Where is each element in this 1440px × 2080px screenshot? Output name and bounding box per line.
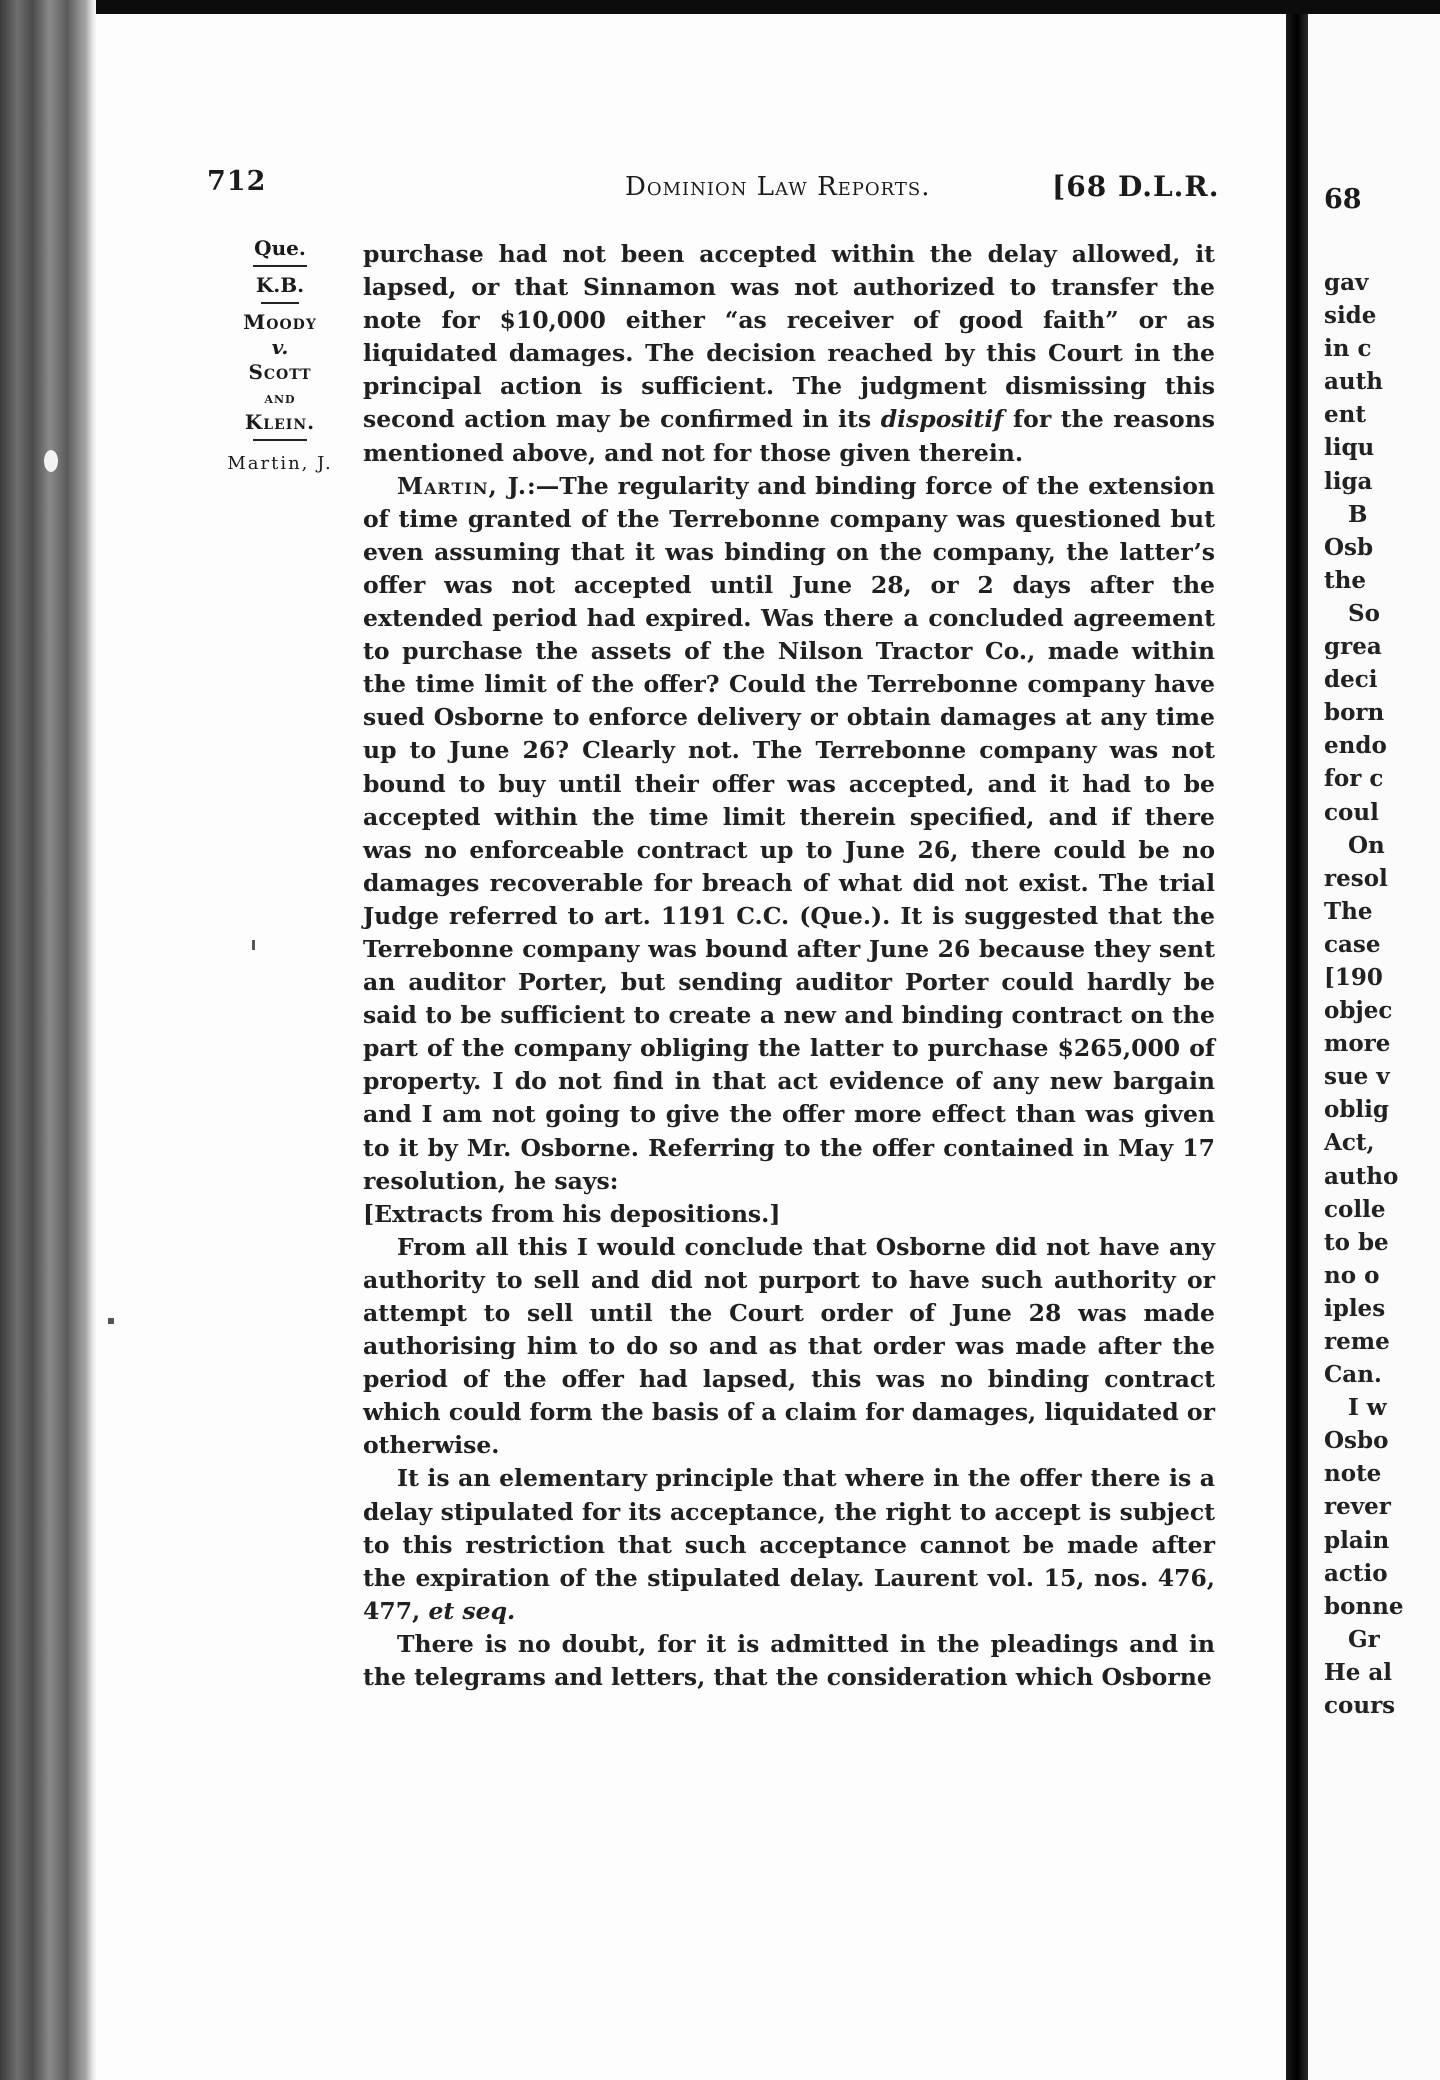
right-page-line: Gr [1348,1625,1380,1653]
right-page-line: grea [1324,633,1382,661]
paragraph-1 [363,238,1215,470]
right-page-line: B [1348,500,1368,528]
right-page-line: plain [1324,1526,1390,1554]
right-page-line: reme [1324,1328,1390,1355]
right-page-line: colle [1324,1195,1386,1223]
right-page-line: for c [1324,765,1384,793]
right-page-line: actio [1324,1559,1388,1587]
page-gutter [1286,14,1308,2080]
right-page-line: [190 [1324,963,1383,991]
right-page-line: case [1324,930,1381,958]
margin-rule [253,265,307,267]
right-page-line: auth [1324,368,1383,396]
volume-citation: [68 D.L.R. [1052,170,1220,203]
right-page-line: Act, [1324,1129,1375,1157]
paragraph-4-text: It is an elementary principle that where in the offer there is a delay stipulated for its acceptance, the right to accept is subject to this restriction that such acceptance cannot be made after the expiration of the stipulated delay. Laurent vol. 15, nos. 476, 477, [363,1464,1215,1625]
paragraph-1-text: purchase had not been accepted within the delay allowed, it lapsed, or that Sinnamon was not authorized to transfer the note for $10,000 either “as receiver of good faith” or as liquidated damages. The decision reached by this Court in the principal action is sufficient. The judgment dismissing this second action may be confirmed in its [363,240,1215,434]
right-page-line: So [1348,599,1380,627]
margin-judge: Martin, J. [227,453,333,474]
right-page-line: liga [1324,467,1373,495]
right-page-line: cours [1324,1692,1396,1720]
right-page-line: note [1324,1460,1382,1488]
margin-notes [220,236,340,476]
right-page-line: endo [1324,732,1387,760]
right-page-line: more [1324,1030,1391,1058]
margin-province: Que. [254,236,306,260]
running-title: Dominion Law Reports. [625,172,931,202]
right-page-line: to be [1324,1228,1389,1256]
right-page-line: oblig [1324,1096,1389,1124]
right-page-line: Osb [1324,533,1374,561]
margin-rule [253,439,307,441]
right-page-line: resol [1324,864,1388,892]
right-page-line: no o [1324,1261,1380,1289]
scan-speck [108,1318,114,1324]
right-page-line: deci [1324,666,1378,694]
margin-case-party3: Klein. [244,410,316,434]
paragraph-2-text: :—The regularity and binding force of the extension of time granted of the Terrebonne company was questioned but even assuming that it was binding on the company, the latter’s offer was not accepted until June 28, or 2 days after the extended period had expired. Was there a concluded agreement to purchase the assets of the Nilson Tractor Co., made within the time limit of the offer? Could the Terrebonne company have sued Osborne to enforce delivery or obtain damages at any time up to June 26? Clearly not. The Terrebonne company was not bound to buy until their offer was accepted, and it had to be accepted within the time limit therein specified, and if there was no enforceable contract up to June 26, there could be no damages recoverable for breach of what did not exist. The trial Judge referred to art. 1191 C.C. (Que.). It is suggested that the Terrebonne company was bound after June 26 because they sent an auditor Porter, but sending auditor Porter could hardly be said to be sufficient to create a new and binding contract on the part of the company obliging the latter to purchase $265,000 of property. I do not find in that act evidence of any new bargain and I am not going to give the offer more effect than was given to it by Mr. Osborne. Referring to the offer contained in May 17 resolution, he says: [363,471,1215,1195]
judgment-text [363,238,1215,1694]
paragraph-2 [363,470,1215,1231]
paragraph-1-italic: dispositif [880,405,1004,434]
right-page-line: objec [1324,997,1393,1025]
right-page-line: The [1324,897,1373,925]
book-binding-edge [0,0,96,2080]
paragraph-1-end: for the reasons mentioned above, and not for those given therein. [363,405,1216,467]
margin-case-versus: v. [271,335,289,359]
scan-speck [252,940,255,950]
margin-case-and: and [264,388,296,407]
right-page-line: sue v [1324,1063,1390,1091]
right-page-line: the [1324,566,1366,594]
right-page-line: On [1348,831,1385,859]
right-page-line: gav [1324,269,1369,296]
right-page-line: bonne [1324,1592,1404,1620]
right-page-line: in c [1324,335,1372,363]
scan-top-border [0,0,1440,14]
right-page-text [1324,266,1440,1722]
binding-spot [44,450,58,472]
right-page-line: iples [1324,1294,1386,1322]
right-page-number: 68 [1324,184,1362,215]
right-page-line: side [1324,302,1377,330]
right-page-line: rever [1324,1493,1391,1521]
page-number: 712 [207,166,267,197]
paragraph-4-italic: et seq. [428,1596,516,1625]
right-page-line: born [1324,699,1385,727]
paragraph-2-bracket: [Extracts from his depositions.] [363,1199,781,1228]
margin-court: K.B. [255,273,305,297]
right-page-fragment [1308,14,1440,2080]
margin-case-party2: Scott [248,360,312,384]
margin-case-party1: Moody [243,310,317,334]
judge-name: Martin, J. [397,471,528,500]
paragraph-3: From all this I would conclude that Osborne did not have any authority to sell and did not purport to have such authority or attempt to sell until the Court order of June 28 was made authorising him to do so and as that order was made after the period of the offer had lapsed, this was no binding contract which could form the basis of a claim for damages, liquidated or otherwise. [363,1232,1215,1460]
right-page-line: coul [1324,798,1379,826]
right-page-line: He al [1324,1658,1393,1686]
paragraph-4 [363,1462,1215,1627]
right-page-line: ent [1324,401,1366,429]
right-page-line: Can. [1324,1361,1382,1389]
margin-rule [261,302,299,304]
right-page-line: Osbo [1324,1427,1389,1455]
right-page-line: autho [1324,1162,1399,1190]
paragraph-5: There is no doubt, for it is admitted in the pleadings and in the telegrams and letters, that the consideration which Osborne [363,1629,1215,1692]
right-page-line: I w [1348,1394,1387,1422]
right-page-line: liqu [1324,434,1375,462]
